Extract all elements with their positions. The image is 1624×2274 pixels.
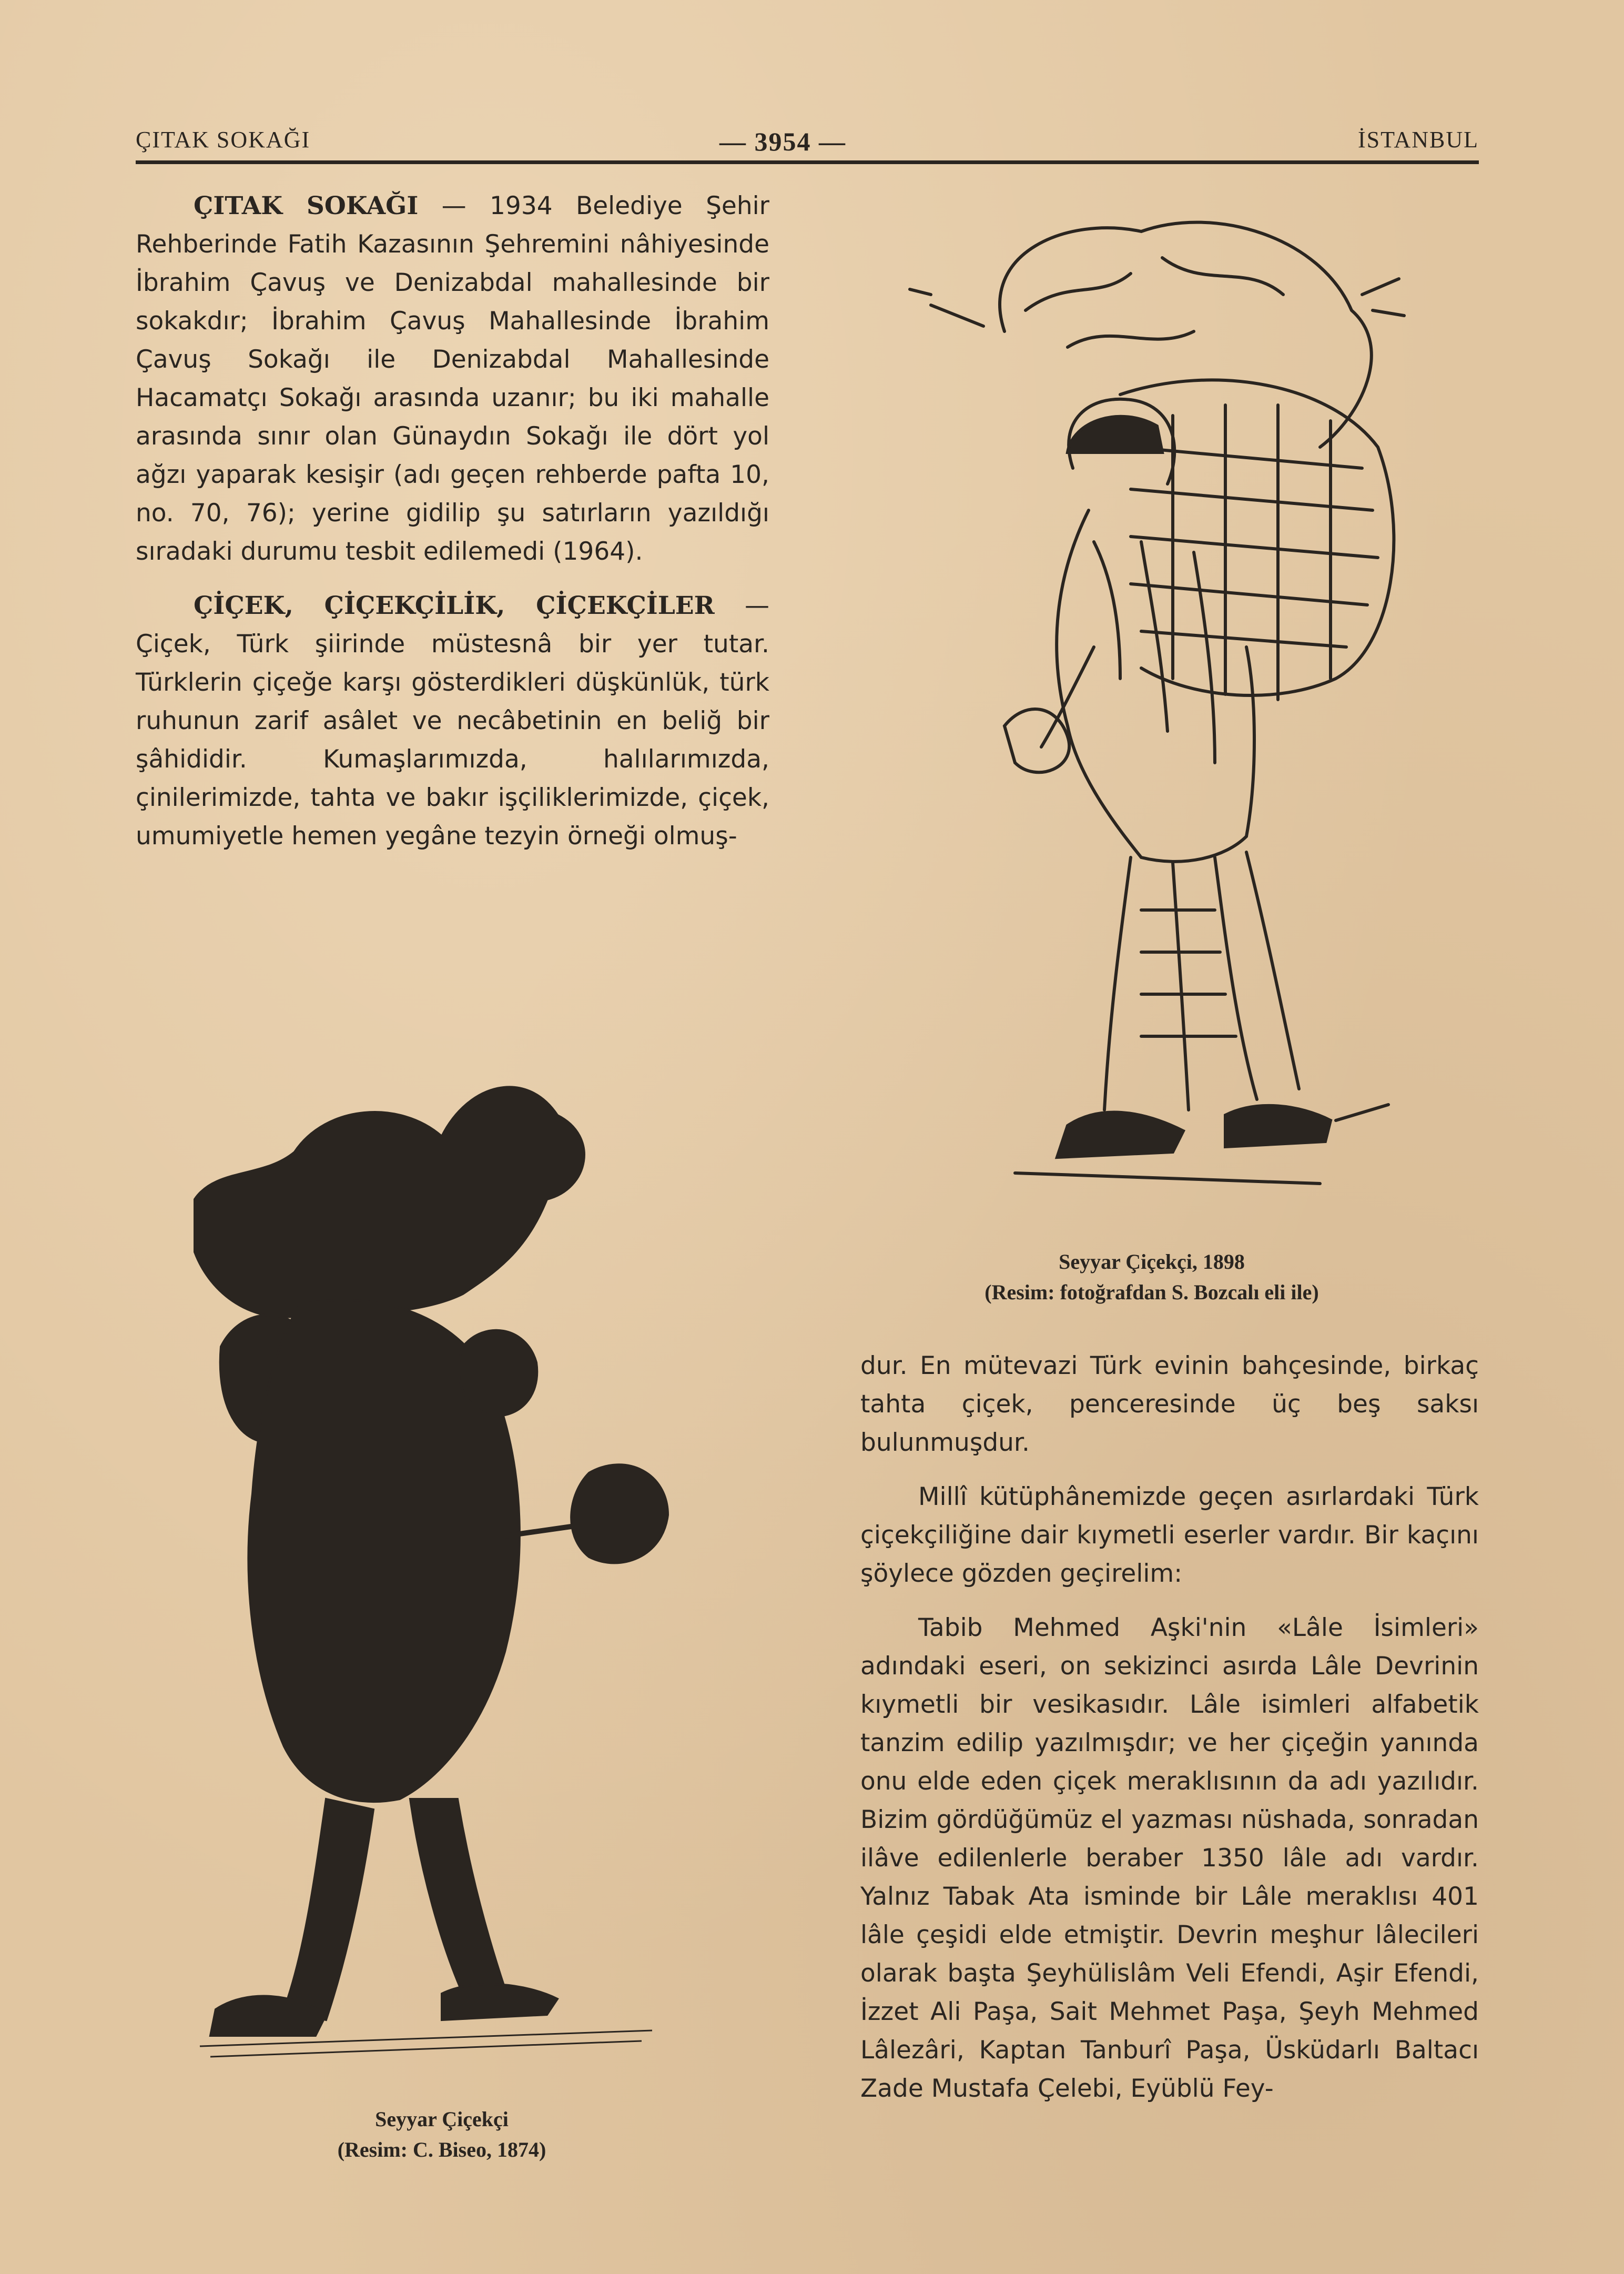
flower-seller-illustration — [847, 174, 1457, 1231]
article-cicek-paragraph: Tabib Mehmed Aşki'nin «Lâle İsimleri» adındaki eseri, on sekizinci asırda Lâle Devrinin kıymetli bir vesikasıdır. Lâle isimleri alfabetik tanzim edilip yazılmışdır; ve her çiçeğin yanında onu elde eden çiçek meraklısının da adı yazılıdır. Bizim gördüğümüz el yazması nüshada, sonradan ilâve edilenlerle beraber 1350 lâle adı vardır. Yalnız Tabak Ata isminde bir Lâle meraklısı 401 lâle çeşidi elde etmiştir. Devrin meşhur lâlecileri olarak başta Şeyhülislâm Veli Efendi, Aşir Efendi, İzzet Ali Paşa, Sait Mehmet Paşa, Şeyh Mehmed Lâlezâri, Kaptan Tanburî Paşa, Üsküdarlı Baltacı Zade Mustafa Çelebi, Eyüblü Fey- — [860, 1613, 1479, 2103]
header-volume-title: İSTANBUL — [1357, 127, 1479, 153]
header-section-title: ÇITAK SOKAĞI — [136, 127, 311, 153]
figure-caption-1874 — [126, 2104, 757, 2165]
article-heading: ÇİÇEK, ÇİÇEKÇİLİK, ÇİÇEKÇİLER — [194, 591, 715, 620]
caption-credit: (Resim: fotoğrafdan S. Bozcalı eli ile) — [984, 1280, 1319, 1304]
caption-credit: (Resim: C. Biseo, 1874) — [337, 2138, 546, 2161]
caption-title: Seyyar Çiçekçi — [375, 2107, 509, 2131]
article-heading: ÇITAK SOKAĞI — [194, 191, 419, 220]
article-cicek-paragraph: Millî kütüphânemizde geçen asırlardaki Türk çiçekçiliğine dair kıymetli eserler vardır. Bir kaçını şöylece gözden geçirelim: — [860, 1482, 1479, 1588]
article-cicek-continued: dur. En mütevazi Türk evinin bahçesinde, birkaç tahta çiçek, penceresinde üç beş saksı bulunmuşdur. — [860, 1351, 1479, 1457]
flower-seller-drawing-1898 — [847, 174, 1457, 1231]
header-rule — [136, 160, 1479, 164]
right-column — [860, 1347, 1479, 2124]
left-column — [136, 187, 769, 871]
article-body: — 1934 Belediye Şehir Rehberinde Fatih Kazasının Şehremini nâhiyesinde İbrahim Çavuş ve Denizabdal mahallesinde bir sokakdır; İbrahim Çavuş Mahallesinde İbrahim Çavuş Sokağı ile Denizabdal Mahallesinde Hacamatçı Sokağı arasında uzanır; bu iki mahalle arasında sınır olan Günaydın Sokağı ile dört yol ağzı yaparak kesişir (adı geçen rehberde pafta 10, no. 70, 76); yerine gidilip şu satırların yazıldığı sıradaki durumu tesbit edilemedi (1964). — [136, 191, 769, 566]
figure-caption-1898 — [847, 1247, 1457, 1308]
caption-title: Seyyar Çiçekçi, 1898 — [1059, 1250, 1245, 1274]
article-cicek — [136, 587, 769, 855]
article-citak-sokagi — [136, 187, 769, 571]
flower-seller-engraving-1874 — [126, 978, 757, 2078]
flower-seller-illustration — [126, 978, 757, 2078]
running-header — [136, 126, 1479, 158]
page-number: — 3954 — — [719, 127, 846, 156]
article-body: — Çiçek, Türk şiirinde müstesnâ bir yer tutar. Türklerin çiçeğe karşı gösterdikleri düşkünlük, türk ruhunun zarif asâlet ve necâbetinin en beliğ bir şâhididir. Kumaşlarımızda, halılarımızda, çinilerimizde, tahta ve bakır işçiliklerimizde, çiçek, umumiyetle hemen yegâne tezyin örneği olmuş- — [136, 591, 769, 851]
